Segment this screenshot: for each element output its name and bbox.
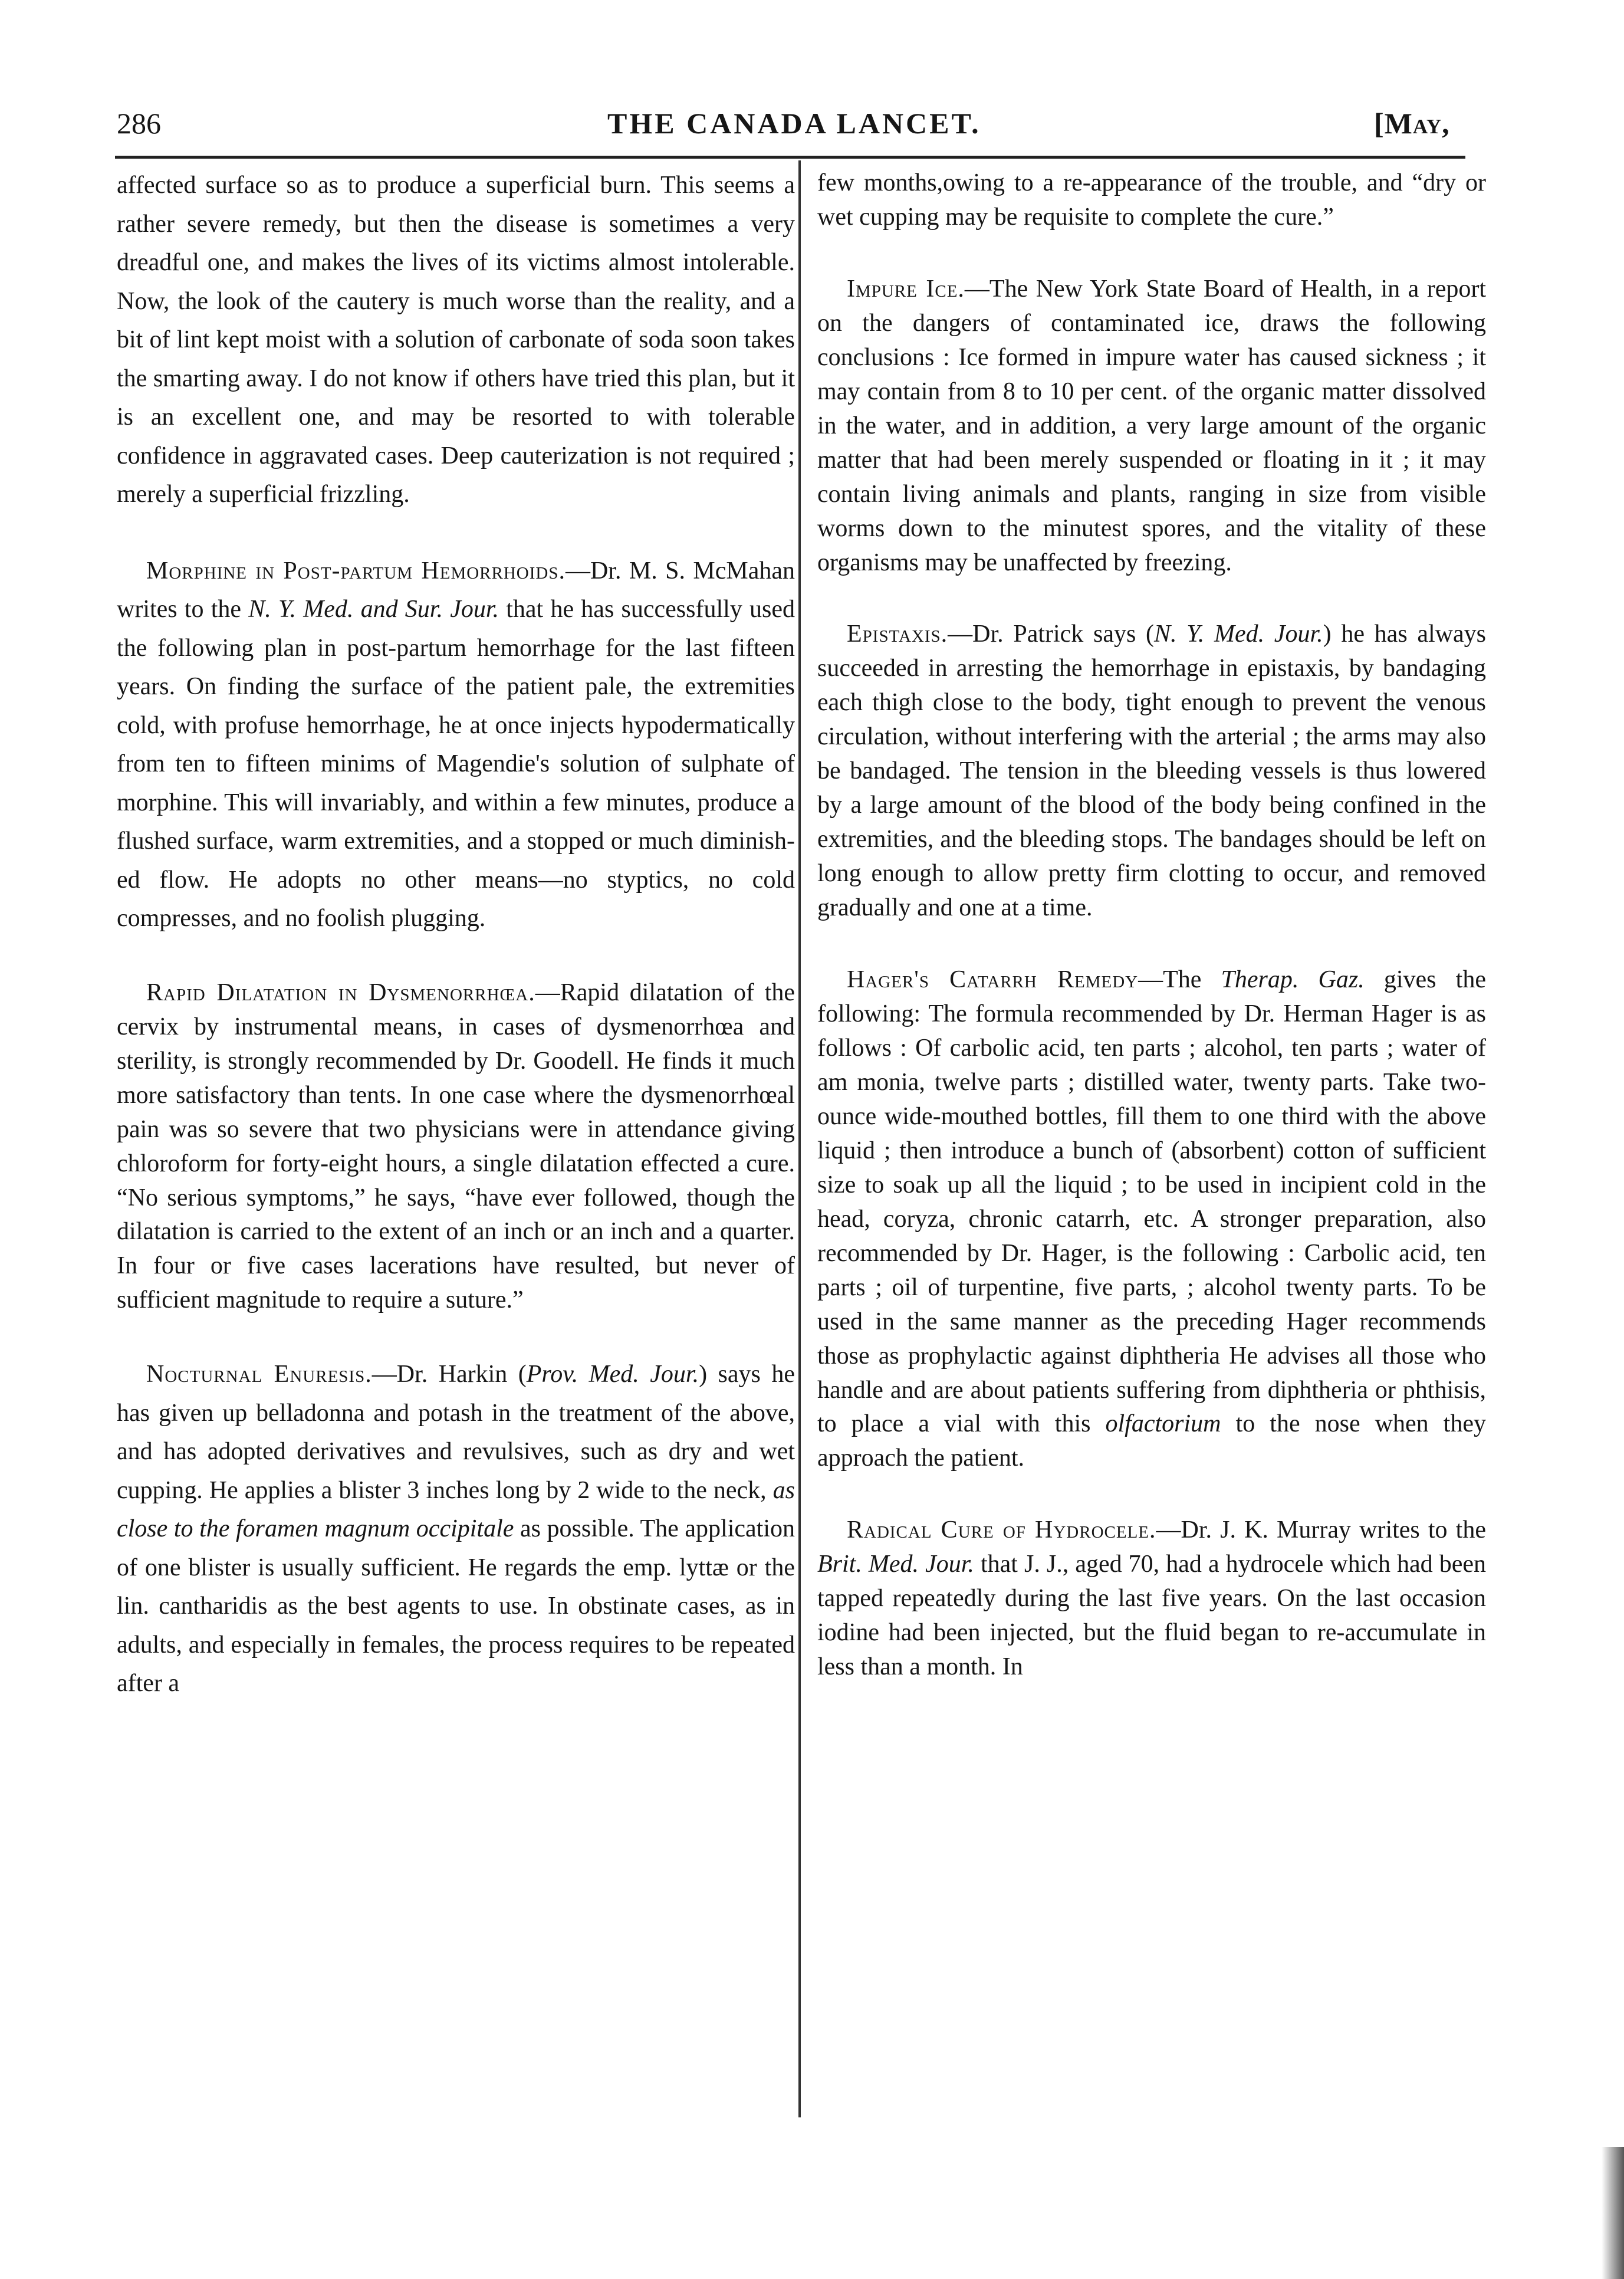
journal-citation: N. Y. Med. and Sur. Jour. [248, 596, 499, 623]
article-hydrocele [817, 1513, 1486, 1684]
paragraph-continued-burn: affected surface so as to produce a superficial burn. This seems a rather severe remedy, but then the disease is sometimes a very dreadful one, and makes the lives of its victims almost intolerable. Now, the look of the cautery is much worse than the reality, and a bit of lint kept moist with a solution of carbonate of soda soon takes the smarting away. I do not know if others have tried this plan, but it is an excellent one, and may be resorted to with tolerable confidence in aggravated cases. Deep cauterization is not required ; merely a superficial frizzling. [117, 172, 795, 508]
journal-title: THE CANADA LANCET. [607, 107, 981, 140]
article-text: —The New York State Board of Health, in a report on the dangers of contaminated ice, draws the following conclusions : Ice formed in impure water has caused sickness ; it may contain from 8 to 10 per cent. of the organic matter dissolved in the water, and in addition, a very large amount of the organic matter that had been merely suspended or floating in it ; it may contain living animals and plants, ranging in size from visible worms down to the minutest spores, and the vitality of these organisms may be unaffected by freezing. [817, 275, 1486, 576]
article-hager-remedy [817, 963, 1486, 1476]
article-epistaxis [817, 618, 1486, 925]
article-text: gives the following: The formula recommended by Dr. Herman Hager is as follows : Of carbolic acid, ten parts ; alcohol, ten parts ; water of am monia, twelve parts ; distilled water, twenty parts. Take two-ounce wide-mouthed bottles, fill them to one third with the above liquid ; then introduce a bunch of (absorbent) cotton of sufficient size to soak up all the liquid ; to be used in incipient cold in the head, coryza, chronic catarrh, etc. A stronger preparation, also recommended by Dr. Hager, is the following : Carbolic acid, ten parts ; oil of turpentine, five parts, ; alcohol twenty parts. To be used in the same manner as the preceding Hager recommends those as prophylactic against diphtheria He advises all those who handle and are about patients suffering from diphtheria or phthisis, to place a vial with this [817, 966, 1486, 1438]
journal-citation: N. Y. Med. Jour. [1154, 620, 1323, 648]
scan-edge-shadow [1602, 2147, 1624, 2279]
article-text: —Dr. M. S. McMahan writes to the [117, 557, 795, 623]
article-heading: Nocturnal Enuresis. [146, 1361, 372, 1388]
right-column [817, 166, 1486, 1722]
article-dilatation [117, 976, 795, 1318]
article-heading: Hager's Catarrh Remedy [847, 966, 1139, 994]
page-number: 286 [117, 107, 161, 140]
article-morphine [117, 552, 795, 938]
left-column [117, 166, 795, 1741]
article-text: —Dr. J. K. Murray writes to the [1156, 1516, 1486, 1544]
journal-citation: Therap. Gaz. [1221, 966, 1365, 994]
article-text: —Rapid dilatation of the cervix by instrumental means, in cases of dysmenorrhœa and sterility, is strongly recommended by Dr. Goodell. He finds it much more satisfactory than tents. In one case where the dysmenorrhœal pain was so severe that two physicians were in attendance giving chloroform for forty-eight hours, a single dilatation effected a cure. “No serious symptoms,” he says, “have ever followed, though the dilatation is carried to the extent of an inch or an inch and a quarter. In four or five cases lacerations have resulted, but never of sufficient magnitude to require a suture.” [117, 978, 795, 1314]
column-divider [798, 160, 801, 2117]
article-text: as possible. The application of one blister is usually sufficient. He regards the emp. lyttæ or the lin. cantharidis as the best agents to use. In obstinate cases, as in adults, and especially in females, the process requires to be repeated after a [117, 1515, 795, 1697]
emphasis-text: olfactorium [1105, 1410, 1221, 1438]
journal-citation: Prov. Med. Jour. [526, 1361, 699, 1388]
article-text: ) he has always succeeded in arresting the hemorrhage in epistaxis, by bandaging each thigh close to the body, tight enough to prevent the venous circulation, without interfering with the arterial ; the arms may also be bandaged. The tension in the bleeding vessels is thus lowered by a large amount of the blood of the body being confined in the extremities, and the bleeding stops. The bandages should be left on long enough to allow pretty firm clotting to occur, and removed gradually and one at a time. [817, 620, 1486, 922]
issue-month: [May, [1374, 107, 1450, 140]
article-heading: Rapid Dilatation in Dysmenorrhœa. [146, 978, 535, 1006]
article-text: —Dr. Harkin ( [372, 1361, 527, 1388]
journal-citation: Brit. Med. Jour. [817, 1551, 974, 1578]
article-impure-ice [817, 272, 1486, 580]
article-heading: Impure Ice. [847, 275, 965, 303]
article-text: to the nose when they approach the patient. [817, 1410, 1486, 1472]
article-heading: Epistaxis. [847, 620, 948, 648]
article-heading: Radical Cure of Hydrocele. [847, 1516, 1156, 1544]
article-heading: Morphine in Post-partum Hemorrhoids. [146, 557, 566, 584]
emphasis-text: as close to the foramen magnum occipitale [117, 1476, 795, 1543]
paragraph-continued-cupping: few months,owing to a re-appearance of the trouble, and “dry or wet cupping may be requisite to complete the cure.” [817, 169, 1486, 231]
article-enuresis [117, 1355, 795, 1703]
article-text: that he has successfully used the following plan in post-partum hemorrhage for the last fifteen years. On finding the surface of the patient pale, the extremities cold, with profuse hemorrhage, he at once injects hypodermatically from ten to fifteen minims of Magendie's solution of sulphate of morphine. This will invariably, and within a few minutes, produce a flushed surface, warm extremities, and a stopped or much diminished flow. He adopts no other means—no styptics, no cold compresses, and no foolish plugging. [117, 596, 795, 932]
article-text: —The [1138, 966, 1221, 994]
article-text: —Dr. Patrick says ( [948, 620, 1155, 648]
header-rule [115, 156, 1465, 159]
article-text: ) says he has given up belladonna and potash in the treatment of the above, and has adopted derivatives and revulsives, such as dry and wet cupping. He applies a blister 3 inches long by 2 wide to the neck, [117, 1361, 795, 1504]
article-text: that J. J., aged 70, had a hydrocele which had been tapped repeatedly during the last five years. On the last occasion iodine had been injected, but the fluid began to re-accumulate in less than a month. In [817, 1551, 1486, 1681]
